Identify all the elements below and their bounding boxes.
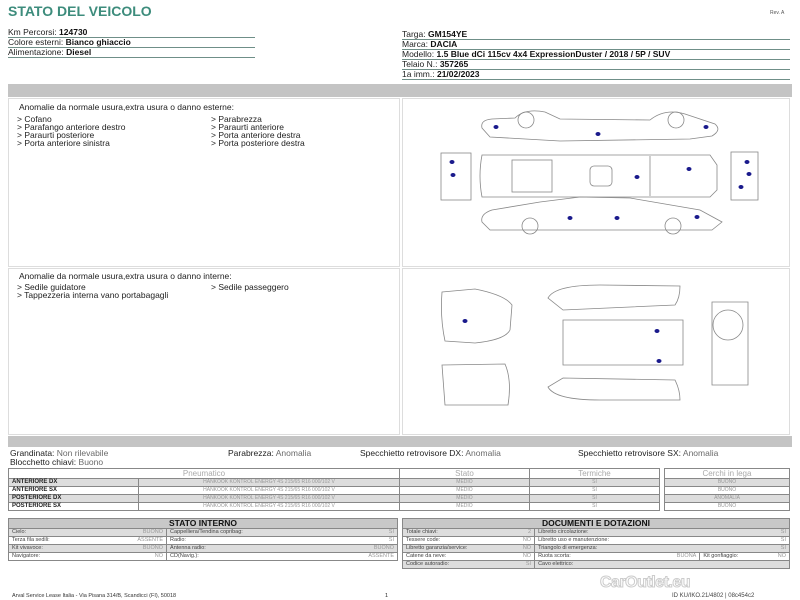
header-pneumatico: Pneumatico — [9, 469, 400, 479]
field-label: Cavo elettrico: — [535, 561, 659, 569]
field-value: NO — [511, 553, 535, 561]
field-value: NO — [511, 537, 535, 545]
stato-interno-title: STATO INTERNO — [9, 519, 398, 529]
watermark-logo: CarOutlet.eu — [600, 574, 691, 591]
parabrezza — [228, 449, 311, 458]
section-row — [403, 545, 790, 553]
parabrezza-value: Anomalia — [275, 448, 312, 458]
tire-stato: MEDIO — [400, 495, 530, 503]
damage-item: > Sedile passeggero — [211, 282, 289, 292]
rim-state: BUONO — [665, 487, 790, 495]
info-label: Targa: — [402, 29, 426, 39]
rim-row — [665, 503, 790, 511]
damage-marker — [687, 167, 692, 171]
tire-row — [9, 479, 660, 487]
divider-bar-2 — [8, 436, 792, 447]
rim-state: BUONO — [665, 479, 790, 487]
section-row — [403, 537, 790, 545]
damage-marker — [635, 175, 640, 179]
damage-marker — [704, 125, 709, 129]
damage-item: > Paraurti posteriore — [17, 130, 95, 140]
section-row — [403, 529, 790, 537]
damage-marker — [615, 216, 620, 220]
damage-item: > Parafango anteriore destro — [17, 122, 126, 132]
section-row — [9, 537, 398, 545]
section-row — [403, 561, 790, 569]
field-value: SI — [511, 561, 535, 569]
steering-wheel — [713, 310, 743, 340]
damage-marker — [450, 160, 455, 164]
field-value: ASSENTE — [100, 537, 167, 545]
tire-termiche: SI — [530, 487, 660, 495]
car-rear-view — [442, 364, 509, 405]
blocchetto-label: Blocchetto chiavi: — [10, 457, 77, 467]
header-cerchi: Cerchi in lega — [665, 469, 790, 479]
field-label: CD(Navig.): — [167, 553, 331, 561]
field-value: NO — [100, 553, 167, 561]
rim-row — [665, 487, 790, 495]
wheel — [522, 218, 538, 234]
tire-position: ANTERIORE DX — [9, 479, 139, 487]
damage-item: > Sedile guidatore — [17, 282, 86, 292]
stato-interno-table — [8, 518, 398, 561]
spec-dx-value: Anomalia — [465, 448, 501, 458]
info-row — [402, 70, 790, 80]
grandinata-label: Grandinata: — [10, 448, 55, 458]
spec-sx-label: Specchietto retrovisore SX: — [578, 448, 681, 458]
field-label: Kit vivavoce: — [9, 545, 100, 553]
rim-state: ANOMALIA — [665, 495, 790, 503]
damage-marker — [747, 172, 752, 176]
info-label: Km Percorsi: — [8, 27, 57, 37]
tire-row — [9, 487, 660, 495]
car-interior-view — [548, 285, 683, 400]
info-value: 357265 — [439, 59, 469, 69]
car-rear — [731, 152, 758, 200]
section-row — [9, 545, 398, 553]
info-value: 124730 — [59, 27, 88, 37]
field-value: SI — [658, 545, 789, 553]
damage-marker — [655, 329, 660, 333]
damage-item: > Tappezzeria interna vano portabagagli — [17, 290, 169, 300]
field-value: SI — [331, 537, 398, 545]
parabrezza-label: Parabrezza: — [228, 448, 274, 458]
field-label: Catene da neve: — [403, 553, 512, 561]
info-row — [402, 30, 790, 40]
field-value: SI — [658, 537, 789, 545]
field-label: Kit gonfiaggio: — [700, 553, 766, 561]
documenti-table — [402, 518, 790, 569]
field-label: Tessere code: — [403, 537, 512, 545]
field-label: Triangolo di emergenza: — [535, 545, 659, 553]
damage-marker — [657, 359, 662, 363]
field-label: Cielo: — [9, 529, 100, 537]
info-label: 1a imm.: — [402, 69, 435, 79]
field-label: Ruota scorta: — [535, 553, 659, 561]
field-label: Libretto circolazione: — [535, 529, 659, 537]
field-value: ASSENTE — [331, 553, 398, 561]
section-row — [9, 529, 398, 537]
tire-model: HANKOOK KONTROL ENERGY 4S 215/65 R16 000/102 V — [139, 503, 400, 511]
revision: Rev. A — [770, 10, 785, 16]
info-value: Diesel — [66, 47, 92, 57]
damage-marker — [745, 160, 750, 164]
damage-item: > Porta posteriore destra — [211, 138, 305, 148]
blocchetto — [10, 458, 103, 467]
spec-sx — [578, 449, 718, 458]
info-row — [8, 48, 255, 58]
external-title: Anomalie da normale usura,extra usura o danno esterne: — [19, 102, 234, 112]
info-label: Telaio N.: — [402, 59, 438, 69]
damage-item: > Parabrezza — [211, 114, 262, 124]
damage-marker — [568, 216, 573, 220]
field-value: NO — [511, 545, 535, 553]
page-number: 1 — [385, 593, 389, 599]
field-value — [658, 561, 789, 569]
tire-model: HANKOOK KONTROL ENERGY 4S 215/65 R16 000/102 V — [139, 495, 400, 503]
field-value: 2 — [511, 529, 535, 537]
info-label: Marca: — [402, 39, 428, 49]
spec-dx-label: Specchietto retrovisore DX: — [360, 448, 464, 458]
tire-row — [9, 495, 660, 503]
windshield — [512, 160, 552, 192]
car-side-bottom — [482, 197, 722, 230]
car-top — [480, 155, 717, 197]
section-row — [9, 553, 398, 561]
car-trunk-view — [441, 289, 512, 343]
field-value: NO — [766, 553, 790, 561]
tire-model: HANKOOK KONTROL ENERGY 4S 215/65 R16 000/102 V — [139, 487, 400, 495]
tire-position: POSTERIORE DX — [9, 495, 139, 503]
damage-item: > Porta anteriore destra — [211, 130, 301, 140]
document-id: ID KU/IKO.21/4802 | 08c454c2 — [672, 593, 755, 599]
field-label: Codice autoradio: — [403, 561, 512, 569]
info-value: GM154YE — [428, 29, 468, 39]
grandinata-value: Non rilevabile — [56, 448, 109, 458]
rim-row — [665, 495, 790, 503]
info-value: 1.5 Blue dCi 115cv 4x4 ExpressionDuster / 2018 / 5P / SUV — [436, 49, 671, 59]
rim-state: BUONO — [665, 503, 790, 511]
internal-title: Anomalie da normale usura,extra usura o danno interne: — [19, 271, 232, 281]
damage-marker — [739, 185, 744, 189]
damage-item: > Porta anteriore sinistra — [17, 138, 110, 148]
field-label: Libretto uso e manutenzione: — [535, 537, 659, 545]
tire-stato: MEDIO — [400, 487, 530, 495]
blocchetto-value: Buono — [78, 457, 104, 467]
footer-address: Arval Service Lease Italia - Via Pisana 314/B, Scandicci (FI), 50018 — [12, 593, 177, 599]
info-value: DACIA — [430, 39, 458, 49]
header-stato: Stato — [400, 469, 530, 479]
wheel — [518, 112, 534, 128]
spec-sx-value: Anomalia — [682, 448, 719, 458]
field-value: BUONO — [331, 545, 398, 553]
field-label: Antenna radio: — [167, 545, 331, 553]
tire-row — [9, 503, 660, 511]
wheel — [668, 112, 684, 128]
field-label: Terza fila sedili: — [9, 537, 100, 545]
page-title: STATO DEL VEICOLO — [8, 3, 152, 19]
info-value: 21/02/2023 — [436, 69, 480, 79]
info-value: Bianco ghiaccio — [65, 37, 131, 47]
field-value: BUONA — [658, 553, 700, 561]
spec-dx — [360, 449, 501, 458]
header-termiche: Termiche — [530, 469, 660, 479]
info-label: Alimentazione: — [8, 47, 64, 57]
info-label: Colore esterni: — [8, 37, 64, 47]
tire-stato: MEDIO — [400, 503, 530, 511]
tire-termiche: SI — [530, 503, 660, 511]
field-value: BUONO — [100, 545, 167, 553]
field-label: Radio: — [167, 537, 331, 545]
field-label: Navigatore: — [9, 553, 100, 561]
tire-model: HANKOOK KONTROL ENERGY 4S 215/65 R16 000/102 V — [139, 479, 400, 487]
tire-termiche: SI — [530, 495, 660, 503]
field-value: SI — [331, 529, 398, 537]
info-label: Modello: — [402, 49, 435, 59]
damage-marker — [451, 173, 456, 177]
documenti-title: DOCUMENTI E DOTAZIONI — [403, 519, 790, 529]
damage-item: > Paraurti anteriore — [211, 122, 284, 132]
field-value: SI — [658, 529, 789, 537]
tire-termiche: SI — [530, 479, 660, 487]
damage-item: > Cofano — [17, 114, 52, 124]
damage-marker — [494, 125, 499, 129]
car-front — [441, 153, 471, 200]
damage-marker — [695, 215, 700, 219]
damage-marker — [596, 132, 601, 136]
rims-table — [664, 468, 790, 511]
damage-marker — [463, 319, 468, 323]
section-row — [403, 553, 790, 561]
sunroof — [590, 166, 612, 186]
tire-stato: MEDIO — [400, 479, 530, 487]
field-label: Cappelliera/Tendina copribag: — [167, 529, 331, 537]
tire-position: POSTERIORE SX — [9, 503, 139, 511]
field-label: Libretto garanzia/service: — [403, 545, 512, 553]
tire-table — [8, 468, 660, 511]
rim-row — [665, 479, 790, 487]
tire-position: ANTERIORE SX — [9, 487, 139, 495]
field-label: Totale chiavi: — [403, 529, 512, 537]
field-value: BUONO — [100, 529, 167, 537]
wheel — [665, 218, 681, 234]
